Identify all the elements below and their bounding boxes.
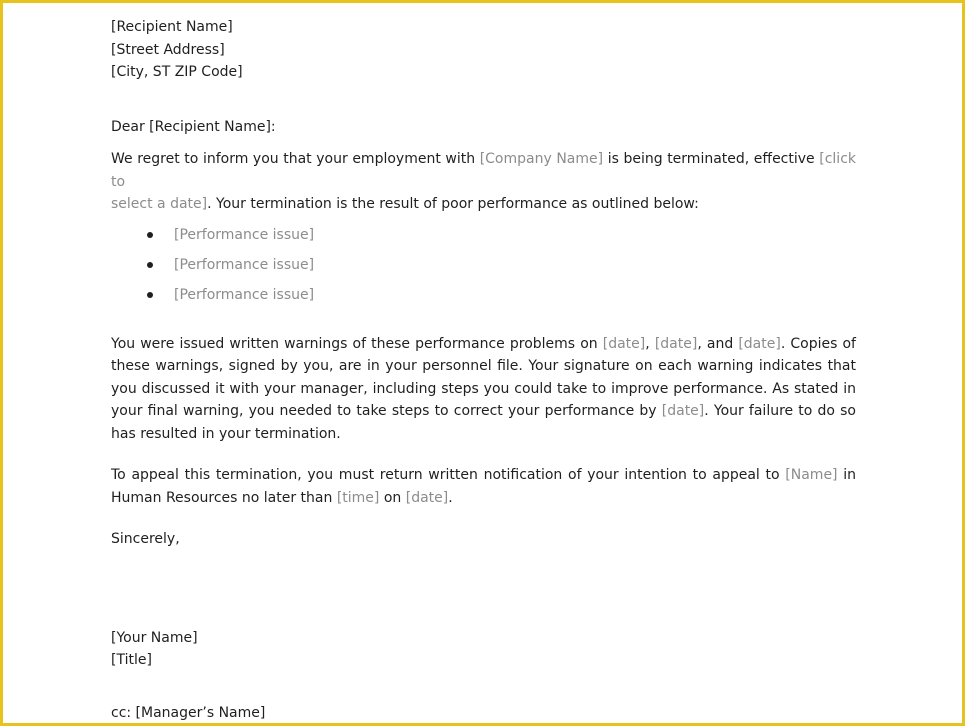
paragraph2-text-2: . Copies of these warnings, signed by you, are in your personnel file. Your signature on each warning indicates that you discussed it with your manager, including steps you could take to improve performance. As stated in your final warning, you needed to take steps to correct your performance by: [111, 335, 856, 419]
list-item: [111, 224, 856, 254]
salutation: Dear [Recipient Name]:: [111, 118, 276, 135]
performance-issue-placeholder[interactable]: [Performance issue]: [174, 286, 315, 303]
list-item: [111, 284, 856, 314]
recipient-city[interactable]: [City, ST ZIP Code]: [111, 64, 243, 80]
paragraph2-sep-2: , and: [697, 335, 739, 352]
signature-name[interactable]: [Your Name]: [111, 629, 198, 646]
paragraph2-text-3: . Your failure to do so has resulted in your termination.: [111, 403, 856, 442]
recipient-name[interactable]: [Recipient Name]: [111, 19, 233, 35]
correction-date-placeholder[interactable]: [date]: [661, 403, 705, 419]
warnings-paragraph: [111, 333, 856, 446]
time-placeholder[interactable]: [time]: [336, 489, 380, 506]
signature-title[interactable]: [Title]: [111, 652, 152, 668]
paragraph3-text-2: in Human Resources no later than: [111, 467, 856, 506]
warning-date-1-placeholder[interactable]: [date]: [602, 335, 646, 352]
bullet-icon: [147, 262, 153, 268]
bullet-icon: [147, 292, 153, 298]
hr-name-placeholder[interactable]: [Name]: [785, 467, 838, 483]
closing: Sincerely,: [111, 531, 180, 547]
paragraph2-sep-1: ,: [645, 335, 655, 352]
bullet-icon: [147, 232, 153, 238]
company-name-placeholder[interactable]: [Company Name]: [479, 151, 604, 167]
paragraph1-text-1: We regret to inform you that your employment with: [111, 151, 480, 167]
cc-line[interactable]: cc: [Manager’s Name]: [111, 704, 266, 721]
effective-date-placeholder-part1[interactable]: [click to: [111, 151, 856, 190]
performance-issue-list: [111, 224, 856, 314]
warning-date-2-placeholder[interactable]: [date]: [654, 335, 698, 352]
performance-issue-placeholder[interactable]: [Performance issue]: [174, 226, 315, 243]
warning-date-3-placeholder[interactable]: [date]: [738, 335, 781, 352]
performance-issue-placeholder[interactable]: [Performance issue]: [174, 256, 315, 273]
effective-date-placeholder-part2[interactable]: select a date]: [111, 196, 208, 212]
paragraph1-text-2: is being terminated, effective: [603, 151, 820, 167]
termination-paragraph: [111, 148, 856, 216]
letter-body: [111, 16, 856, 724]
recipient-street[interactable]: [Street Address]: [111, 41, 225, 58]
appeal-paragraph: [111, 464, 856, 509]
paragraph3-text-4: .: [448, 489, 453, 506]
paragraph2-text-1: You were issued written warnings of these performance problems on: [111, 335, 603, 352]
appeal-date-placeholder[interactable]: [date]: [405, 489, 449, 506]
paragraph3-text-1: To appeal this termination, you must return written notification of your intention to appeal to: [111, 467, 786, 483]
paragraph3-text-3: on: [379, 489, 406, 506]
list-item: [111, 254, 856, 284]
paragraph1-text-3: . Your termination is the result of poor performance as outlined below:: [207, 196, 699, 212]
